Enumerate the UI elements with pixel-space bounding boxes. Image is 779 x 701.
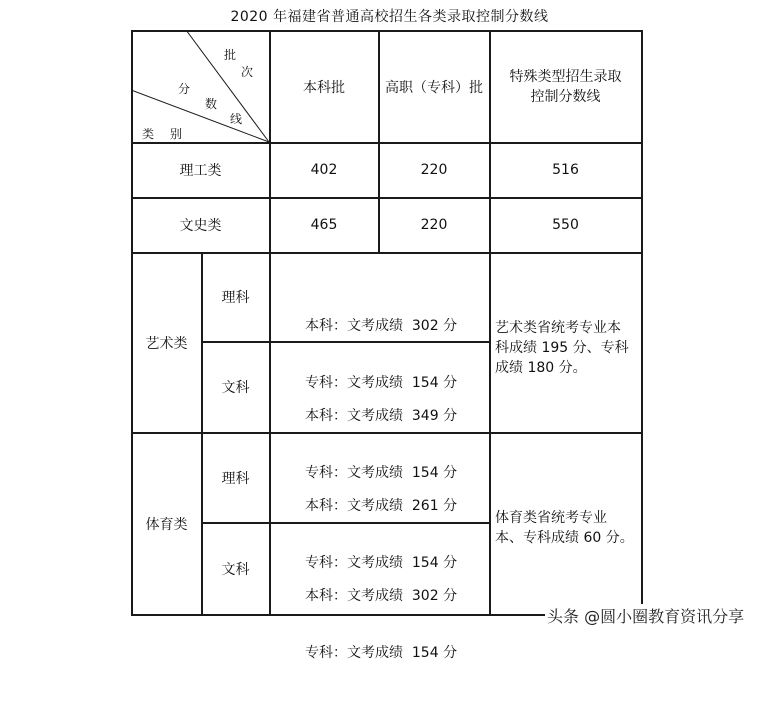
arts-liberal-undergrad-score: 本科：文考成绩 349 分 [305,408,458,424]
corner-batch-char-2: 次 [241,65,254,79]
corner-category-char-2: 别 [170,127,183,141]
sports-note-line1: 体育类省统考专业 [495,510,607,526]
corner-category-char-1: 类 [142,127,155,141]
row-science-undergrad: 402 [310,162,338,178]
arts-liberal-vocational-score: 专科：文考成绩 154 分 [305,465,458,481]
row-liberal-label: 文史类 [179,218,222,234]
row-science-vocational: 220 [420,162,448,178]
sports-liberal-vocational-score: 专科：文考成绩 154 分 [305,645,458,661]
row-science-special: 516 [552,162,579,178]
arts-note [495,318,629,378]
header-vocational: 高职（专科）批 [385,79,483,96]
arts-liberal-label: 文科 [221,380,250,396]
header-special-line2: 控制分数线 [530,88,601,105]
arts-science-label: 理科 [221,290,250,306]
arts-science-undergrad-score: 本科：文考成绩 302 分 [305,318,458,334]
corner-batch-char-1: 批 [224,48,237,62]
sports-note-line2: 本、专科成绩 60 分。 [495,530,634,546]
table-border-right [641,30,643,615]
sports-liberal-label: 文科 [221,561,250,578]
header-undergrad: 本科批 [303,79,345,96]
arts-science-vocational-score: 专科：文考成绩 154 分 [305,375,458,391]
corner-score-char-3: 线 [230,112,243,126]
header-special [490,31,641,142]
page-title: 2020 年福建省普通高校招生各类录取控制分数线 [230,9,549,25]
arts-note-line3: 成绩 180 分。 [495,360,587,376]
watermark: 头条 @圆小圈教育资讯分享 [545,604,746,627]
row-liberal-special: 550 [552,217,579,233]
sports-science-undergrad-score: 本科：文考成绩 261 分 [305,498,458,514]
sports-note [495,508,634,548]
sports-liberal-undergrad-score: 本科：文考成绩 302 分 [305,588,458,604]
sports-science-label: 理科 [221,470,250,487]
row-science-label: 理工类 [179,163,222,179]
corner-score-char-2: 数 [205,97,218,111]
header-special-line1: 特殊类型招生录取 [509,68,622,85]
row-liberal-undergrad: 465 [310,217,338,233]
arts-note-line2: 科成绩 195 分、专科 [495,340,629,356]
sports-liberal-scores [305,549,457,701]
arts-note-line1: 艺术类省统考专业本 [495,320,621,336]
corner-score-char-1: 分 [178,82,191,96]
sports-label: 体育类 [145,516,188,533]
row-liberal-vocational: 220 [420,217,448,233]
arts-label: 艺术类 [145,335,188,352]
sports-science-vocational-score: 专科：文考成绩 154 分 [305,555,458,571]
